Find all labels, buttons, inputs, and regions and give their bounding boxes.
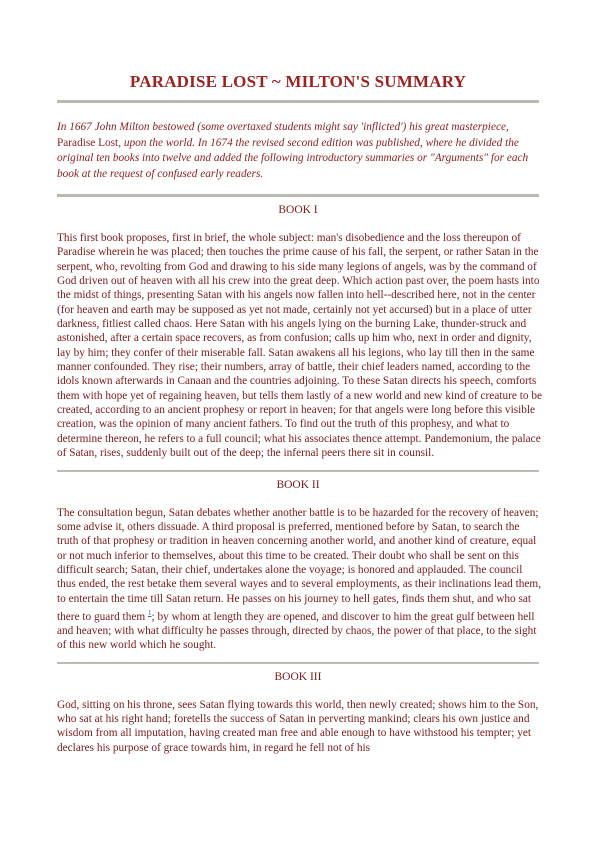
intro-work-title: Paradise Lost xyxy=(57,136,119,149)
book-summary-text: The consultation begun, Satan debates whether another battle is to be hazarded for the recovery of heaven; some advise it, others dissuade. A third proposal is preferred, mentioned before by Satan, to search the truth of that prophesy or tradition in heaven concerning another world, and another kind of creature, equal or not much inferior to themselves, about this time to be created. Their doubt who shall be sent on this difficult search; Satan, their chief, undertakes alone the voyage; is honored and applauded. The council thus ended, the rest betake them several wayes and to several employments, as their inclinations lead them, to entertain the time till Satan return. He passes on his journey to hell gates, finds them shut, and who sat there to guard them xyxy=(57,506,542,623)
book-summary: God, sitting on his throne, sees Satan flying towards this world, then newly created; shows him to the Son, who sat at his right hand; foretells the success of Satan in perverting mankind; clears his own justice and wisdom from all imputation, having created man free and able enough to have withstood his tempter; yet declares his purpose of grace towards him, in regard he fell not of his xyxy=(57,698,539,754)
intro-divider xyxy=(57,194,539,197)
book-section-1 xyxy=(57,203,542,461)
intro-paragraph xyxy=(57,120,543,182)
book-section-3 xyxy=(57,670,539,755)
footnote-link[interactable]: 1 xyxy=(147,608,152,617)
book-divider xyxy=(57,662,539,664)
book-summary xyxy=(57,506,543,653)
intro-text-part2: , upon the world. In 1674 the revised second edition was published, where he divided the original ten books into twelve and added the following introductory summaries or "Arguments" for each book at the request of confused early readers. xyxy=(57,136,529,180)
book-heading: BOOK I xyxy=(278,204,318,216)
book-summary-text: ; by whom at length they are opened, and discover to him the great gulf between hell and heaven; with what difficulty he passes through, directed by chaos, the power of that place, to the sight of this new world which he sought. xyxy=(57,610,537,652)
book-section-2 xyxy=(57,478,542,653)
book-heading: BOOK III xyxy=(274,670,322,683)
document-page xyxy=(57,0,542,755)
book-divider xyxy=(57,470,539,472)
page-title: PARADISE LOST ~ MILTON'S SUMMARY xyxy=(129,72,467,91)
book-heading: BOOK II xyxy=(276,478,320,491)
book-summary: This first book proposes, first in brief, the whole subject: man's disobedience and the loss thereupon of Paradise wherein he was placed; then touches the prime cause of his fall, the serpent, or rather Satan in the serpent, who, revolting from God and drawing to his side many legions of angels, was by the command of God driven out of heaven with all his crew into the great deep. Which action past over, the poem hasts into the midst of things, presenting Satan with his angels now fallen into hell--described here, not in the center (for heaven and earth may be supposed as yet not made, certainly not yet accursed) but in a place of utter darkness, fitliest called chaos. Here Satan with his angels lying on the burning Lake, thunder-struck and astonished, after a certain space recovers, as from confusion; calls up him who, next in order and dignity, lay by him; they confer of their miserable fall. Satan awakens all his legions, who lay till then in the same manner confounded. They rise; their numbers, array of battle, their chief leaders named, according to the idols known afterwards in Canaan and the countries adjoining. To these Satan directs his speech, comforts them with hope yet of regaining heaven, but tells them lastly of a new world and new kind of creature to be created, according to an ancient prophesy or report in heaven; for that angels were long before this visible creation, was the opinion of many ancient fathers. To find out the truth of this prophesy, and what to determine thereon, he refers to a full council; what his associates thence attempt. Pandemonium, the palace of Satan, rises, suddenly built out of the deep; the infernal peers there sit in counsil. xyxy=(57,232,542,460)
intro-text-part1: In 1667 John Milton bestowed (some overtaxed students might say 'inflicted') his great masterpiece, xyxy=(57,121,509,133)
title-divider xyxy=(57,100,539,103)
